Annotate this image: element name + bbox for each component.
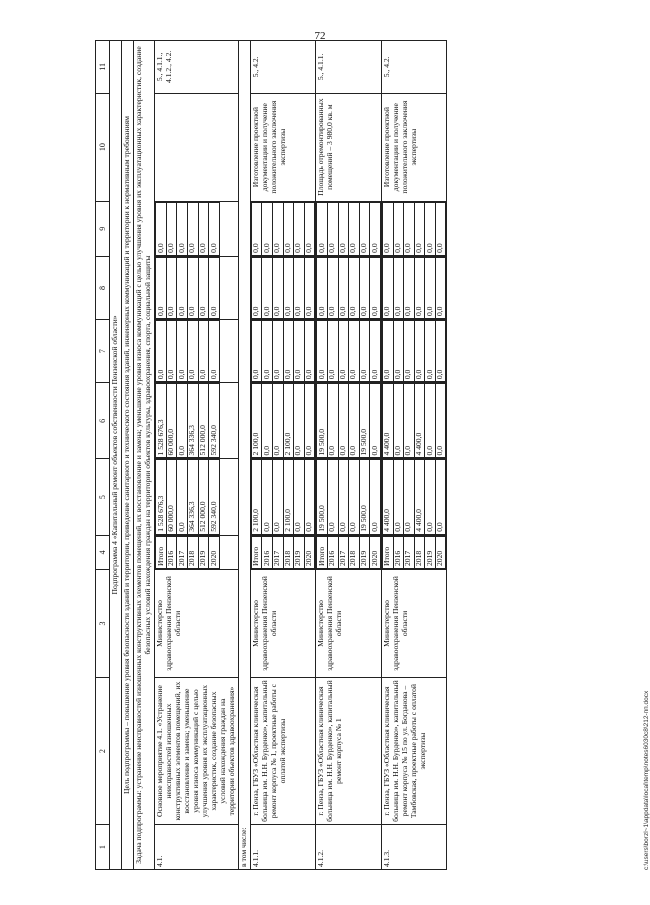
federal-budget-column bbox=[155, 320, 220, 382]
federal-budget-column-cell: 0,0 bbox=[382, 321, 393, 382]
other-sources-column bbox=[316, 202, 381, 256]
subprogram-goal: Цель подпрограммы – повышение уровня безопасности зданий и территории, приведение санитарного и технического состояния зданий, инженерных коммуникаций и территории к нормативным требованиям bbox=[122, 41, 134, 870]
federal-budget-column-cell: 0,0 bbox=[435, 321, 446, 382]
local-budget-column-cell: 0,0 bbox=[209, 257, 220, 318]
total-funding-column-cell: 0,0 bbox=[177, 460, 188, 534]
other-sources-column-cell: 0,0 bbox=[166, 202, 177, 255]
result-indicator: Изготовление проектной документации и получение положительного заключения экспертизы bbox=[250, 93, 316, 201]
federal-budget-column-cell: 0,0 bbox=[294, 321, 305, 382]
total-funding-column-cell: 19 500,0 bbox=[317, 460, 328, 534]
result-indicator: Изготовление проектной документации и получение положительного заключения экспертизы bbox=[381, 93, 447, 201]
subprogram-task: Задача подпрограммы: устранение неисправностей изношенных конструктивных элементов помещений, их восстановление и замена; уменьшение уровня износа коммуникаций с целью улучшения уровня их эксплуатационных характеристик, создание безопасных условий нахождения граждан на территории объектов культуры, здравоохранения, спорта, социальной защиты bbox=[134, 41, 155, 870]
local-budget-column-cell: 0,0 bbox=[177, 257, 188, 318]
other-sources-column-cell: 0,0 bbox=[156, 202, 167, 255]
total-funding-column-cell: 0,0 bbox=[304, 460, 315, 534]
federal-budget-column bbox=[251, 320, 316, 382]
local-budget-column-cell: 0,0 bbox=[425, 257, 436, 318]
federal-budget-column-cell: 0,0 bbox=[393, 321, 404, 382]
regional-budget-column-cell: 0,0 bbox=[294, 384, 305, 458]
regional-budget-column-cell: 0,0 bbox=[177, 384, 188, 458]
regional-budget-column-cell: 4 400,0 bbox=[382, 384, 393, 458]
other-sources-column bbox=[251, 202, 316, 256]
total-funding-column bbox=[155, 459, 220, 534]
indicator-reference: 5., 4.1.1., 4.1.2., 4.2. bbox=[155, 41, 239, 94]
other-sources-column-cell: 0,0 bbox=[435, 202, 446, 255]
total-funding-column bbox=[382, 459, 447, 534]
row-number: 4.1.2. bbox=[316, 825, 382, 870]
row-number: 4.1.3. bbox=[381, 825, 447, 870]
years-column-cell: 2017 bbox=[177, 536, 188, 568]
other-sources-column-cell: 0,0 bbox=[304, 202, 315, 255]
total-funding-column-cell: 4 400,0 bbox=[382, 460, 393, 534]
years-column bbox=[382, 536, 447, 569]
local-budget-column-cell: 0,0 bbox=[156, 257, 167, 318]
regional-budget-column-cell: 0,0 bbox=[393, 384, 404, 458]
total-funding-column-cell: 19 500,0 bbox=[359, 460, 370, 534]
federal-budget-column-cell: 0,0 bbox=[349, 321, 360, 382]
regional-budget-column-cell: 2 100,0 bbox=[251, 384, 262, 458]
regional-budget-column-cell: 2 100,0 bbox=[283, 384, 294, 458]
total-funding-column-cell: 0,0 bbox=[404, 460, 415, 534]
executor: Министерство здравоохранения Пензенской области bbox=[381, 570, 447, 678]
total-funding-column-cell: 2 100,0 bbox=[251, 460, 262, 534]
other-sources-column bbox=[382, 202, 447, 256]
local-budget-column-cell: 0,0 bbox=[414, 257, 425, 318]
other-sources-column-cell: 0,0 bbox=[198, 202, 209, 255]
other-sources-column-cell: 0,0 bbox=[262, 202, 273, 255]
regional-budget-column-cell: 0,0 bbox=[425, 384, 436, 458]
years-column-cell: Итого bbox=[317, 536, 328, 568]
regional-budget-column-cell: 4 400,0 bbox=[414, 384, 425, 458]
total-funding-column-cell: 0,0 bbox=[294, 460, 305, 534]
regional-budget-column-cell: 60 000,0 bbox=[166, 384, 177, 458]
years-column-cell: 2017 bbox=[272, 536, 283, 568]
federal-budget-column bbox=[382, 320, 447, 382]
executor: Министерство здравоохранения Пензенской области bbox=[155, 570, 239, 678]
regional-budget-column-cell: 0,0 bbox=[327, 384, 338, 458]
regional-budget-column bbox=[155, 383, 220, 458]
result-indicator bbox=[155, 93, 239, 201]
column-header-3: 3 bbox=[96, 570, 110, 678]
event-name: г. Пенза, ГБУЗ «Областная клиническая больница им. Н.Н. Бурденко», капитальный ремонт корпуса № 1 bbox=[316, 677, 382, 824]
executor: Министерство здравоохранения Пензенской области bbox=[250, 570, 316, 678]
years-column-cell: 2020 bbox=[435, 536, 446, 568]
local-budget-column-cell: 0,0 bbox=[382, 257, 393, 318]
local-budget-column bbox=[155, 257, 220, 319]
total-funding-column-cell: 0,0 bbox=[272, 460, 283, 534]
row-number: 4.1. bbox=[155, 825, 239, 870]
column-header-4: 4 bbox=[96, 535, 110, 569]
indicator-reference: 5., 4.1.1. bbox=[316, 41, 382, 94]
total-funding-column-cell: 4 400,0 bbox=[414, 460, 425, 534]
total-funding-column bbox=[316, 459, 381, 534]
other-sources-column-cell: 0,0 bbox=[370, 202, 381, 255]
other-sources-column-cell: 0,0 bbox=[425, 202, 436, 255]
federal-budget-column-cell: 0,0 bbox=[198, 321, 209, 382]
local-budget-column-cell: 0,0 bbox=[327, 257, 338, 318]
table-row bbox=[250, 41, 316, 870]
years-column-cell: Итого bbox=[382, 536, 393, 568]
local-budget-column-cell: 0,0 bbox=[262, 257, 273, 318]
column-header-6: 6 bbox=[96, 383, 110, 459]
federal-budget-column-cell: 0,0 bbox=[327, 321, 338, 382]
federal-budget-column-cell: 0,0 bbox=[425, 321, 436, 382]
years-column-cell: 2016 bbox=[327, 536, 338, 568]
local-budget-column-cell: 0,0 bbox=[393, 257, 404, 318]
regional-budget-column-cell: 0,0 bbox=[338, 384, 349, 458]
regional-budget-column bbox=[251, 383, 316, 458]
other-sources-column-cell: 0,0 bbox=[404, 202, 415, 255]
years-column-cell: 2020 bbox=[304, 536, 315, 568]
years-column-cell: 2018 bbox=[414, 536, 425, 568]
total-funding-column bbox=[251, 459, 316, 534]
in-total-label: в том числе: bbox=[238, 41, 250, 870]
total-funding-column-cell: 0,0 bbox=[370, 460, 381, 534]
total-funding-column-cell: 0,0 bbox=[327, 460, 338, 534]
years-column bbox=[316, 536, 381, 569]
years-column-cell: 2017 bbox=[338, 536, 349, 568]
other-sources-column-cell: 0,0 bbox=[251, 202, 262, 255]
program-table bbox=[95, 40, 447, 870]
federal-budget-column-cell: 0,0 bbox=[359, 321, 370, 382]
total-funding-column-cell: 0,0 bbox=[262, 460, 273, 534]
local-budget-column bbox=[316, 257, 381, 319]
years-column bbox=[155, 536, 220, 569]
years-column-cell: 2020 bbox=[209, 536, 220, 568]
total-funding-column-cell: 1 528 676,3 bbox=[156, 460, 167, 534]
subprogram-title: Подпрограмма 4 «Капитальный ремонт объектов собственности Пензенской области» bbox=[110, 41, 122, 870]
federal-budget-column-cell: 0,0 bbox=[251, 321, 262, 382]
local-budget-column-cell: 0,0 bbox=[338, 257, 349, 318]
executor: Министерство здравоохранения Пензенской области bbox=[316, 570, 382, 678]
other-sources-column bbox=[155, 202, 220, 256]
other-sources-column-cell: 0,0 bbox=[177, 202, 188, 255]
table-row bbox=[381, 41, 447, 870]
regional-budget-column-cell: 1 528 676,3 bbox=[156, 384, 167, 458]
local-budget-column-cell: 0,0 bbox=[198, 257, 209, 318]
local-budget-column-cell: 0,0 bbox=[317, 257, 328, 318]
years-column-cell: 2018 bbox=[188, 536, 199, 568]
regional-budget-column-cell: 592 340,0 bbox=[209, 384, 220, 458]
other-sources-column-cell: 0,0 bbox=[338, 202, 349, 255]
local-budget-column-cell: 0,0 bbox=[188, 257, 199, 318]
other-sources-column-cell: 0,0 bbox=[349, 202, 360, 255]
total-funding-column-cell: 2 100,0 bbox=[283, 460, 294, 534]
years-column-cell: 2016 bbox=[166, 536, 177, 568]
landscape-page bbox=[95, 40, 650, 870]
federal-budget-column bbox=[316, 320, 381, 382]
event-name: г. Пенза, ГБУЗ «Областная клиническая больница им. Н.Н. Бурденко», капитальный ремонт корпуса № 1, проектные работы с оплатой экспертизы bbox=[250, 677, 316, 824]
years-column-cell: 2019 bbox=[425, 536, 436, 568]
local-budget-column-cell: 0,0 bbox=[349, 257, 360, 318]
local-budget-column-cell: 0,0 bbox=[404, 257, 415, 318]
regional-budget-column bbox=[316, 383, 381, 458]
other-sources-column-cell: 0,0 bbox=[294, 202, 305, 255]
event-name: Основное мероприятие 4.1. «Устранение неисправностей изношенных конструктивных элементов помещений, их восстановление и замена; уменьшение уровня износа коммуникаций с целью улучшения уровня их эксплуатационных характеристик, создание безопасных условий нахождения граждан на территории объектов здравоохранения» bbox=[155, 677, 239, 824]
years-column-cell: 2017 bbox=[404, 536, 415, 568]
column-header-1: 1 bbox=[96, 825, 110, 870]
local-budget-column bbox=[251, 257, 316, 319]
other-sources-column-cell: 0,0 bbox=[359, 202, 370, 255]
federal-budget-column-cell: 0,0 bbox=[317, 321, 328, 382]
years-column-cell: 2018 bbox=[349, 536, 360, 568]
column-header-5: 5 bbox=[96, 459, 110, 535]
total-funding-column-cell: 0,0 bbox=[435, 460, 446, 534]
total-funding-column-cell: 0,0 bbox=[349, 460, 360, 534]
other-sources-column-cell: 0,0 bbox=[414, 202, 425, 255]
other-sources-column-cell: 0,0 bbox=[317, 202, 328, 255]
regional-budget-column-cell: 0,0 bbox=[370, 384, 381, 458]
federal-budget-column-cell: 0,0 bbox=[177, 321, 188, 382]
years-column-cell: Итого bbox=[251, 536, 262, 568]
other-sources-column-cell: 0,0 bbox=[272, 202, 283, 255]
other-sources-column-cell: 0,0 bbox=[393, 202, 404, 255]
regional-budget-column-cell: 0,0 bbox=[349, 384, 360, 458]
federal-budget-column-cell: 0,0 bbox=[209, 321, 220, 382]
federal-budget-column-cell: 0,0 bbox=[370, 321, 381, 382]
regional-budget-column-cell: 0,0 bbox=[272, 384, 283, 458]
other-sources-column-cell: 0,0 bbox=[188, 202, 199, 255]
total-funding-column-cell: 364 336,3 bbox=[188, 460, 199, 534]
table-row bbox=[155, 41, 239, 870]
total-funding-column-cell: 0,0 bbox=[393, 460, 404, 534]
federal-budget-column-cell: 0,0 bbox=[404, 321, 415, 382]
federal-budget-column-cell: 0,0 bbox=[338, 321, 349, 382]
local-budget-column-cell: 0,0 bbox=[283, 257, 294, 318]
years-column-cell: 2018 bbox=[283, 536, 294, 568]
federal-budget-column-cell: 0,0 bbox=[188, 321, 199, 382]
local-budget-column-cell: 0,0 bbox=[272, 257, 283, 318]
years-column-cell: 2016 bbox=[262, 536, 273, 568]
column-header-2: 2 bbox=[96, 677, 110, 824]
federal-budget-column-cell: 0,0 bbox=[156, 321, 167, 382]
event-name: г. Пенза, ГБУЗ «Областная клиническая больница им. Н.Н. Бурденко», капитальный ремонт корпуса № 15 по ул. Богданова – Тамбовская, проектные работы с оплатой экспертизы bbox=[381, 677, 447, 824]
footer-file-path: c:\users\borzl~1\appdata\local\temp\notes6030c8\212-пп.docx bbox=[643, 690, 650, 870]
federal-budget-column-cell: 0,0 bbox=[283, 321, 294, 382]
federal-budget-column-cell: 0,0 bbox=[262, 321, 273, 382]
years-column-cell: 2019 bbox=[359, 536, 370, 568]
result-indicator: Площадь отремонтированных помещений – 3 980,0 кв. м bbox=[316, 93, 382, 201]
column-header-8: 8 bbox=[96, 256, 110, 319]
years-column-cell: Итого bbox=[156, 536, 167, 568]
regional-budget-column-cell: 19 500,0 bbox=[359, 384, 370, 458]
row-number: 4.1.1. bbox=[250, 825, 316, 870]
other-sources-column-cell: 0,0 bbox=[382, 202, 393, 255]
other-sources-column-cell: 0,0 bbox=[283, 202, 294, 255]
years-column-cell: 2020 bbox=[370, 536, 381, 568]
local-budget-column bbox=[382, 257, 447, 319]
total-funding-column-cell: 60 000,0 bbox=[166, 460, 177, 534]
local-budget-column-cell: 0,0 bbox=[304, 257, 315, 318]
regional-budget-column-cell: 0,0 bbox=[404, 384, 415, 458]
federal-budget-column-cell: 0,0 bbox=[166, 321, 177, 382]
local-budget-column-cell: 0,0 bbox=[166, 257, 177, 318]
page-number: 72 bbox=[314, 30, 326, 42]
indicator-reference: 5., 4.2. bbox=[381, 41, 447, 94]
years-column-cell: 2019 bbox=[198, 536, 209, 568]
column-header-9: 9 bbox=[96, 201, 110, 256]
header-row bbox=[96, 41, 110, 870]
federal-budget-column-cell: 0,0 bbox=[272, 321, 283, 382]
other-sources-column-cell: 0,0 bbox=[209, 202, 220, 255]
federal-budget-column-cell: 0,0 bbox=[304, 321, 315, 382]
regional-budget-column-cell: 0,0 bbox=[304, 384, 315, 458]
federal-budget-column-cell: 0,0 bbox=[414, 321, 425, 382]
table-row bbox=[316, 41, 382, 870]
local-budget-column-cell: 0,0 bbox=[294, 257, 305, 318]
total-funding-column-cell: 0,0 bbox=[338, 460, 349, 534]
local-budget-column-cell: 0,0 bbox=[370, 257, 381, 318]
total-funding-column-cell: 592 340,0 bbox=[209, 460, 220, 534]
column-header-10: 10 bbox=[96, 93, 110, 201]
years-column-cell: 2019 bbox=[294, 536, 305, 568]
indicator-reference: 5., 4.2. bbox=[250, 41, 316, 94]
column-header-11: 11 bbox=[96, 41, 110, 94]
regional-budget-column-cell: 512 000,0 bbox=[198, 384, 209, 458]
years-column-cell: 2016 bbox=[393, 536, 404, 568]
years-column bbox=[251, 536, 316, 569]
local-budget-column-cell: 0,0 bbox=[251, 257, 262, 318]
total-funding-column-cell: 512 000,0 bbox=[198, 460, 209, 534]
other-sources-column-cell: 0,0 bbox=[327, 202, 338, 255]
local-budget-column-cell: 0,0 bbox=[435, 257, 446, 318]
column-header-7: 7 bbox=[96, 320, 110, 383]
total-funding-column-cell: 0,0 bbox=[425, 460, 436, 534]
regional-budget-column-cell: 19 500,0 bbox=[317, 384, 328, 458]
regional-budget-column-cell: 0,0 bbox=[262, 384, 273, 458]
regional-budget-column-cell: 364 336,3 bbox=[188, 384, 199, 458]
local-budget-column-cell: 0,0 bbox=[359, 257, 370, 318]
regional-budget-column bbox=[382, 383, 447, 458]
regional-budget-column-cell: 0,0 bbox=[435, 384, 446, 458]
